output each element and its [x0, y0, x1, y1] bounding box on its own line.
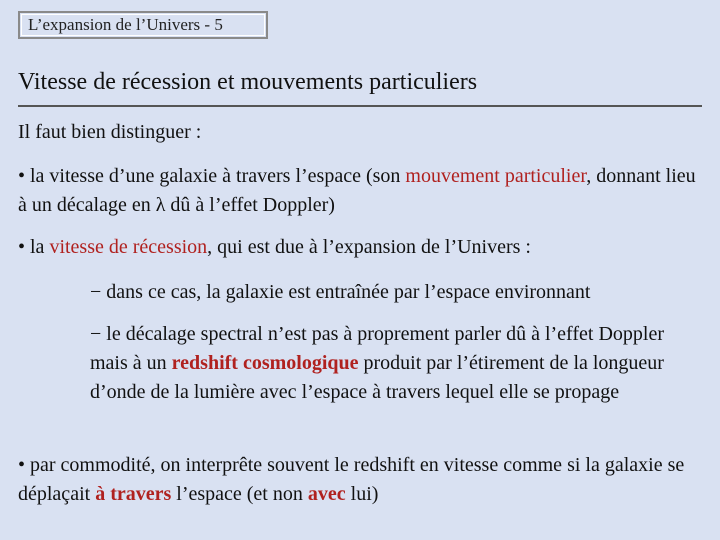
intro-text: Il faut bien distinguer : [18, 121, 202, 143]
highlight-term-bold: redshift cosmologique [171, 352, 359, 374]
bullet-convenience [18, 451, 708, 509]
slide-title: Vitesse de récession et mouvements particuliers [18, 69, 478, 95]
highlight-term-bold: à travers [95, 483, 172, 505]
bullet-text: l’espace (et non [171, 483, 308, 505]
bullet-recession-velocity [18, 233, 708, 262]
title-divider [18, 105, 702, 107]
bullet-peculiar-motion [18, 162, 708, 220]
slide-header-label: L’expansion de l’Univers - 5 [18, 11, 268, 39]
bullet-text: • la vitesse d’une galaxie à travers l’espace (son [18, 165, 406, 187]
sub-item-dragged: − dans ce cas, la galaxie est entraînée par l’espace environnant [90, 281, 591, 303]
bullet-text: • la [18, 236, 50, 258]
sub-item-cosmological-redshift [90, 320, 705, 407]
highlight-term: vitesse de récession [49, 236, 208, 258]
sub-item-text: − le décalage spectral n’est pas à proprement parler dû à l’effet Doppler mais à un [90, 323, 664, 374]
bullet-text: • par commodité, on interprête souvent le redshift en vitesse comme si la galaxie se déplaçait [18, 454, 685, 505]
sub-item-text: produit par l’étirement de la longueur d’onde de la lumière avec l’espace à travers lequel elle se propage [90, 352, 664, 403]
highlight-term-bold: avec [307, 483, 346, 505]
bullet-text: , donnant lieu à un décalage en λ dû à l’effet Doppler) [18, 165, 696, 216]
bullet-text: , qui est due à l’expansion de l’Univers : [207, 236, 531, 258]
highlight-term: mouvement particulier [405, 165, 587, 187]
bullet-text: lui) [345, 483, 379, 505]
